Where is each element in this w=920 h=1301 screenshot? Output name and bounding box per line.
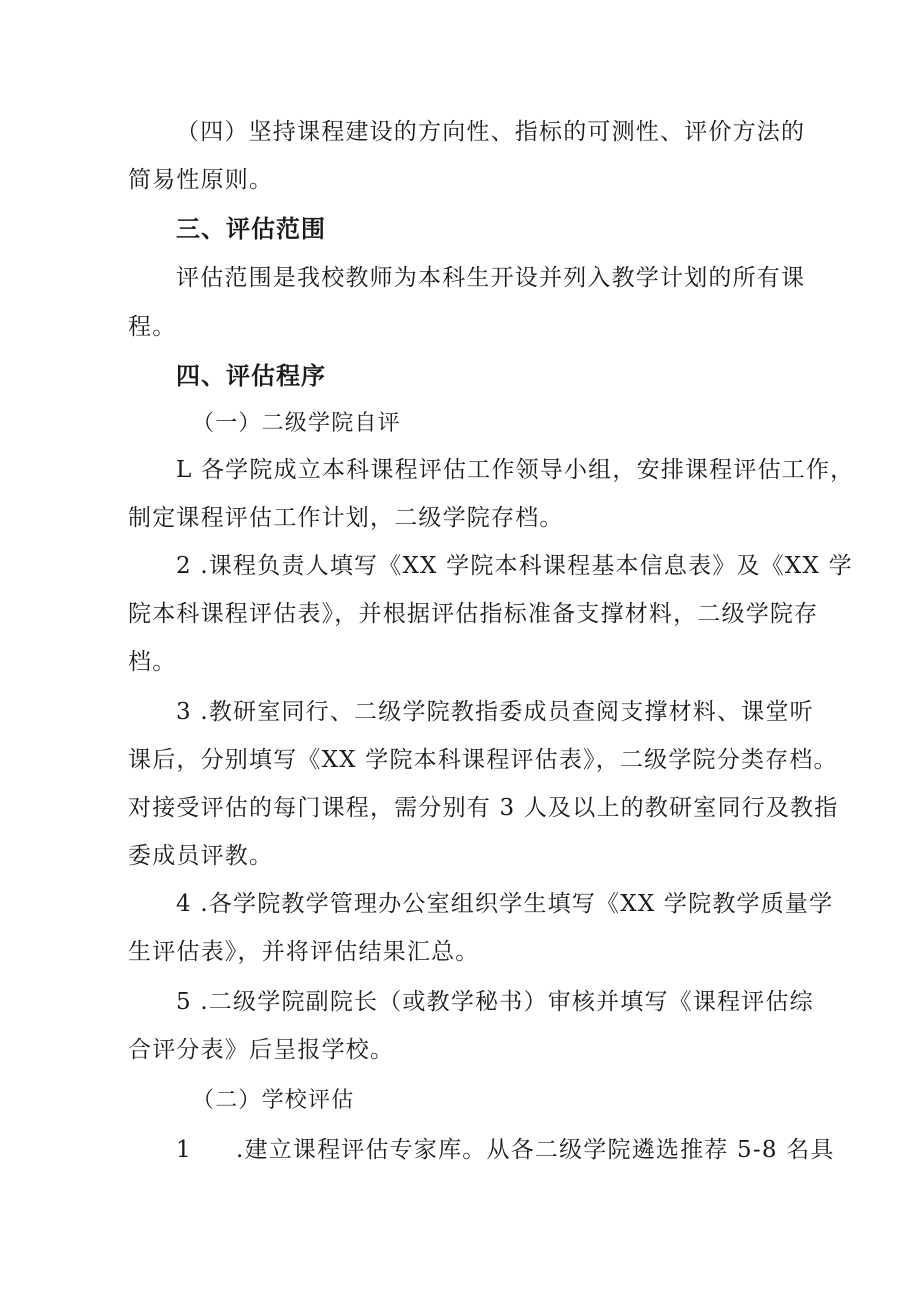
item-2-line-3: 档。 [128, 649, 177, 675]
item-2-line-2: 院本科课程评估表》，并根据评估指标准备支撑材料，二级学院存 [128, 601, 819, 627]
principle-four-line-2: 简易性原则。 [128, 167, 274, 193]
item-1-line-1: L 各学院成立本科课程评估工作领导小组，安排课程评估工作， [176, 457, 855, 483]
item-4-line-1: 4 .各学院教学管理办公室组织学生填写《XX 学院教学质量学 [176, 891, 834, 917]
item-3-line-1: 3 .教研室同行、二级学院教指委成员查阅支撑材料、课堂听 [176, 699, 814, 725]
item-2-line-1: 2 .课程负责人填写《XX 学院本科课程基本信息表》及《XX 学 [176, 553, 853, 579]
section-three-para-line-2: 程。 [128, 314, 177, 340]
principle-four-line-1: （四）坚持课程建设的方向性、指标的可测性、评价方法的 [176, 119, 806, 145]
item-3-line-3: 对接受评估的每门课程，需分别有 3 人及以上的教研室同行及教指 [128, 795, 839, 821]
subsection-two-heading: （二）学校评估 [192, 1088, 355, 1113]
school-item-1-number: 1 [176, 1137, 192, 1163]
item-5-line-1: 5 .二级学院副院长（或教学秘书）审核并填写《课程评估综 [176, 989, 814, 1015]
subsection-one-heading: （一）二级学院自评 [192, 411, 401, 436]
section-three-para-line-1: 评估范围是我校教师为本科生开设并列入教学计划的所有课 [176, 265, 806, 291]
section-four-heading: 四、评估程序 [176, 362, 326, 390]
item-4-line-2: 生评估表》，并将评估结果汇总。 [128, 939, 480, 965]
item-5-line-2: 合评分表》后呈报学校。 [128, 1037, 395, 1063]
item-1-line-2: 制定课程评估工作计划，二级学院存档。 [128, 505, 564, 531]
item-3-line-4: 委成员评教。 [128, 843, 274, 869]
school-item-1-text: .建立课程评估专家库。从各二级学院遴选推荐 5-8 名具 [236, 1137, 835, 1163]
item-3-line-2: 课后，分别填写《XX 学院本科课程评估表》，二级学院分类存档。 [128, 747, 838, 773]
section-three-heading: 三、评估范围 [176, 215, 326, 243]
